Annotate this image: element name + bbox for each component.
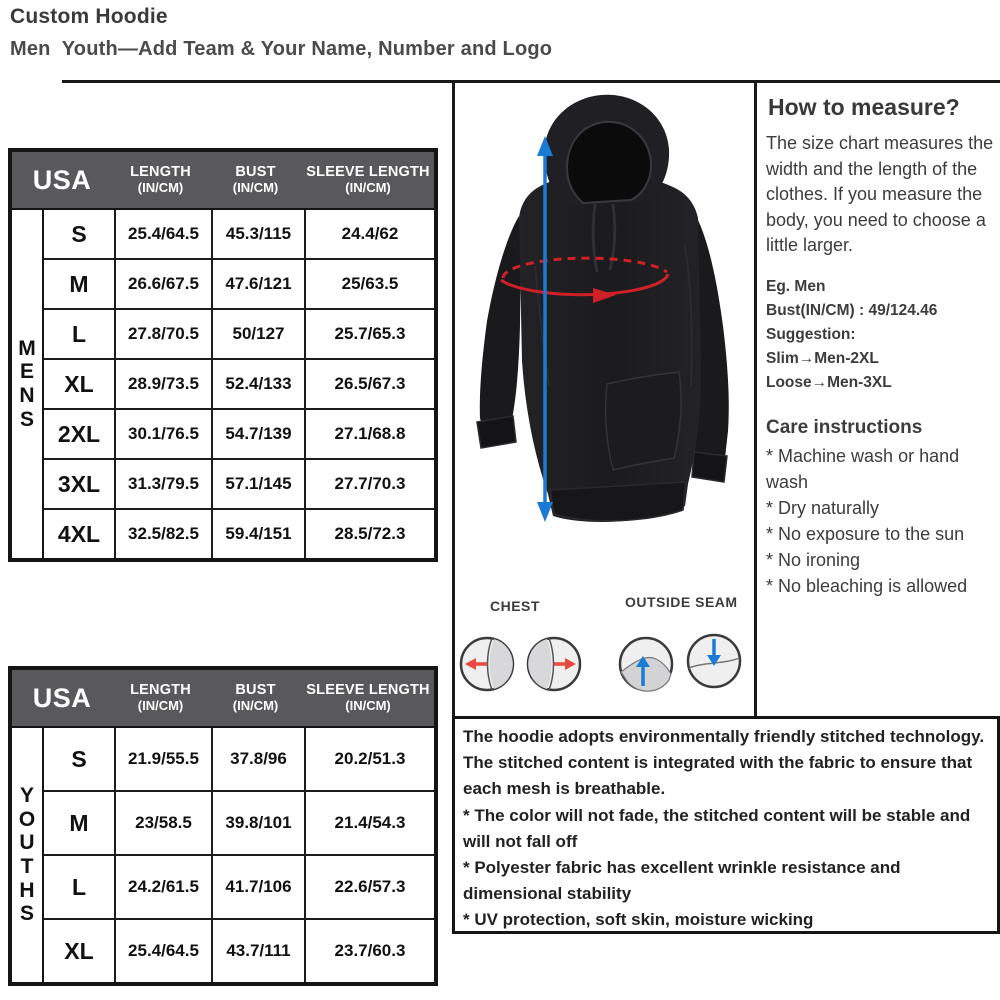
table-row: XL 28.9/73.5 52.4/133 26.5/67.3 [44,358,434,408]
chest-arrow-right-icon [524,634,584,694]
top-divider [62,80,1000,83]
care-item: * Dry naturally [766,498,880,518]
youths-group-label: Y O U T H S [12,728,44,982]
mens-rows [44,210,434,558]
youths-chart-header [12,670,434,728]
table-row: 4XL 32.5/82.5 59.4/151 28.5/72.3 [44,508,434,558]
length-arrow-down [537,502,553,522]
example-line: Eg. Men [766,277,826,295]
outside-seam-label: OUTSIDE SEAM [625,594,738,610]
page-subtitle: Men Youth—Add Team & Your Name, Number and Logo [10,38,553,60]
example-line: Suggestion: [766,325,856,343]
youths-rows [44,728,434,982]
example-line: Loose→Men-3XL [766,373,892,391]
header-usa: USA [32,164,92,195]
header-usa: USA [32,682,92,713]
description-paragraph: * UV protection, soft skin, moisture wicking [463,910,814,930]
seam-arrow-up-icon [616,634,676,694]
description-paragraph: The hoodie adopts environmentally friendly stitched technology. The stitched content is integrated with the fabric to ensure that each mesh is breathable. [463,727,985,799]
header-bust: BUST (IN/CM) [232,682,279,713]
table-row: M 26.6/67.5 47.6/121 25/63.5 [44,258,434,308]
care-item: * No exposure to the sun [766,524,965,545]
product-description-box [452,716,1000,934]
header-sleeve: SLEEVE LENGTH (IN/CM) [306,164,430,195]
header-length: LENGTH (IN/CM) [130,682,191,713]
mens-size-chart [8,148,438,562]
how-to-measure-title: How to measure? [768,94,960,120]
table-row: S 21.9/55.5 37.8/96 20.2/51.3 [44,728,434,790]
how-to-measure-body: The size chart measures the width and the length of the clothes. If you measure the body, you need to choose a little larger. [766,133,994,256]
header-bust: BUST (IN/CM) [232,164,279,195]
hoodie-product-image [455,86,753,536]
table-row: L 24.2/61.5 41.7/106 22.6/57.3 [44,854,434,918]
table-row: S 25.4/64.5 45.3/115 24.4/62 [44,210,434,258]
care-item: * No ironing [766,550,861,571]
example-line: Bust(IN/CM) : 49/124.46 [766,301,938,319]
care-item: * Machine wash or hand wash [766,445,960,492]
seam-arrow-down-icon [684,631,744,691]
table-row: 2XL 30.1/76.5 54.7/139 27.1/68.8 [44,408,434,458]
table-row: L 27.8/70.5 50/127 25.7/65.3 [44,308,434,358]
table-row: 3XL 31.3/79.5 57.1/145 27.7/70.3 [44,458,434,508]
table-row: M 23/58.5 39.8/101 21.4/54.3 [44,790,434,854]
mens-group-label: M E N S [12,210,44,558]
description-paragraph: * Polyester fabric has excellent wrinkle resistance and dimensional stability [463,857,901,904]
how-to-measure-panel [766,94,998,599]
header-length: LENGTH (IN/CM) [130,164,191,195]
care-item: * No bleaching is allowed [766,576,968,597]
header-sleeve: SLEEVE LENGTH (IN/CM) [306,682,430,713]
table-row: XL 25.4/64.5 43.7/111 23.7/60.3 [44,918,434,982]
page-title: Custom Hoodie [10,5,168,28]
mens-chart-header [12,152,434,210]
example-line: Slim→Men-2XL [766,349,879,367]
chest-label: CHEST [490,598,540,614]
sizing-example [766,275,998,395]
chest-arrow-left-icon [457,634,517,694]
youths-size-chart [8,666,438,986]
care-instructions-title: Care instructions [766,416,923,438]
panel-divider-right [754,80,757,719]
description-paragraph: * The color will not fade, the stitched content will be stable and will not fall off [463,805,971,851]
